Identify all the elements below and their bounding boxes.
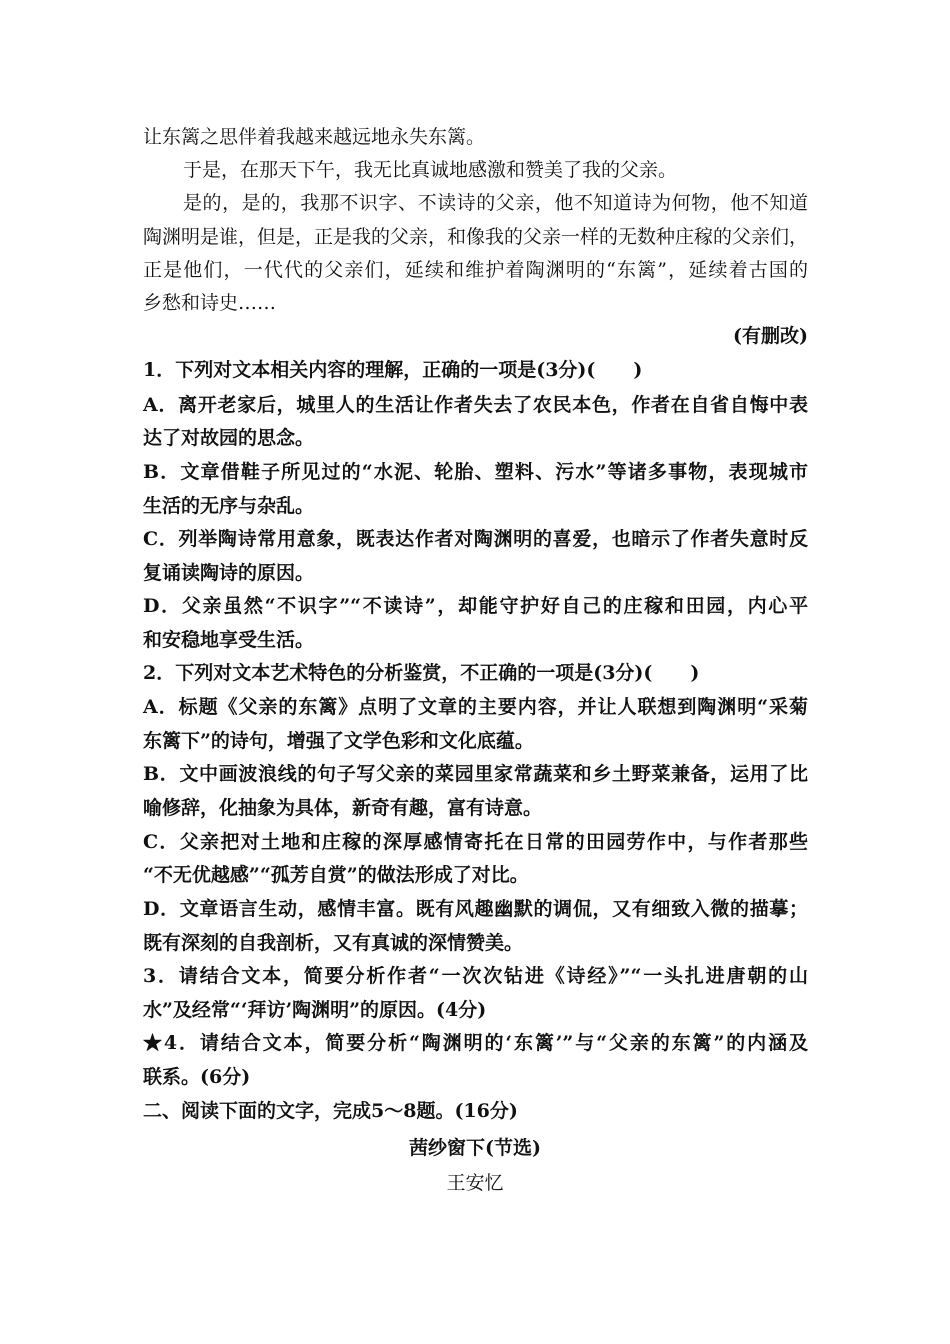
question-1-option-b: B．文章借鞋子所见过的“水泥、轮胎、塑料、污水”等诸多事物，表现城市 — [143, 461, 808, 483]
passage-line: 是的，是的，我那不识字、不读诗的父亲，他不知道诗为何物，他不知道 — [183, 192, 808, 214]
passage-line: 于是，在那天下午，我无比真诚地感激和赞美了我的父亲。 — [183, 159, 678, 181]
question-3-cont: 水”及经常“‘拜访’陶渊明”的原因。(4分) — [143, 999, 487, 1021]
question-2-option-b: B．文中画波浪线的句子写父亲的菜园里家常蔬菜和乡土野菜兼备，运用了比 — [143, 763, 808, 785]
article-author: 王安忆 — [446, 1172, 504, 1194]
question-2-option-c-cont: “不无优越感”“孤芳自赏”的做法形成了对比。 — [143, 864, 529, 886]
source-note: (有删改) — [733, 325, 808, 347]
passage-line: 正是他们，一代代的父亲们，延续和维护着陶渊明的“东篱”，延续着古国的 — [143, 259, 808, 281]
question-1-option-b-cont: 生活的无序与杂乱。 — [143, 495, 315, 517]
question-1-option-c-cont: 复诵读陶诗的原因。 — [143, 562, 315, 584]
question-4: ★4．请结合文本，简要分析“陶渊明的‘东篱’”与“父亲的东篱”的内涵及 — [143, 1032, 808, 1054]
passage-line: 陶渊明是谁，但是，正是我的父亲，和像我的父亲一样的无数种庄稼的父亲们， — [143, 226, 809, 248]
question-2-option-a-cont: 东篱下”的诗句，增强了文学色彩和文化底蕴。 — [143, 730, 534, 752]
question-2-stem: 2．下列对文本艺术特色的分析鉴赏，不正确的一项是(3分)( ) — [143, 662, 700, 684]
section-2-heading: 二、阅读下面的文字，完成5～8题。(16分) — [143, 1100, 518, 1122]
question-1-option-a: A．离开老家后，城里人的生活让作者失去了农民本色，作者在自省自悔中表 — [143, 394, 808, 416]
question-2-option-b-cont: 喻修辞，化抽象为具体，新奇有趣，富有诗意。 — [143, 797, 543, 819]
question-1-stem: 1．下列对文本相关内容的理解，正确的一项是(3分)( ) — [143, 359, 643, 381]
question-1-option-a-cont: 达了对故园的思念。 — [143, 427, 315, 449]
question-1-option-c: C．列举陶诗常用意象，既表达作者对陶渊明的喜爱，也暗示了作者失意时反 — [143, 528, 808, 550]
question-2-option-a: A．标题《父亲的东篱》点明了文章的主要内容，并让人联想到陶渊明“采菊 — [143, 696, 808, 718]
question-2-option-d-cont: 既有深刻的自我剖析，又有真诚的深情赞美。 — [143, 932, 524, 954]
question-2-option-c: C．父亲把对土地和庄稼的深厚感情寄托在日常的田园劳作中，与作者那些 — [143, 831, 808, 853]
passage-line: 让东篱之思伴着我越来越远地永失东篱。 — [143, 126, 486, 148]
question-3: 3．请结合文本，简要分析作者“一次次钻进《诗经》”“一头扎进唐朝的山 — [143, 965, 808, 987]
question-4-cont: 联系。(6分) — [143, 1066, 251, 1088]
question-1-option-d: D．父亲虽然“不识字”“不读诗”，却能守护好自己的庄稼和田园，内心平 — [143, 595, 808, 617]
passage-line: 乡愁和诗史…… — [143, 292, 277, 314]
article-title: 茜纱窗下(节选) — [409, 1137, 541, 1159]
question-2-option-d: D．文章语言生动，感情丰富。既有风趣幽默的调侃，又有细致入微的描摹； — [143, 898, 808, 920]
question-1-option-d-cont: 和安稳地享受生活。 — [143, 629, 315, 651]
